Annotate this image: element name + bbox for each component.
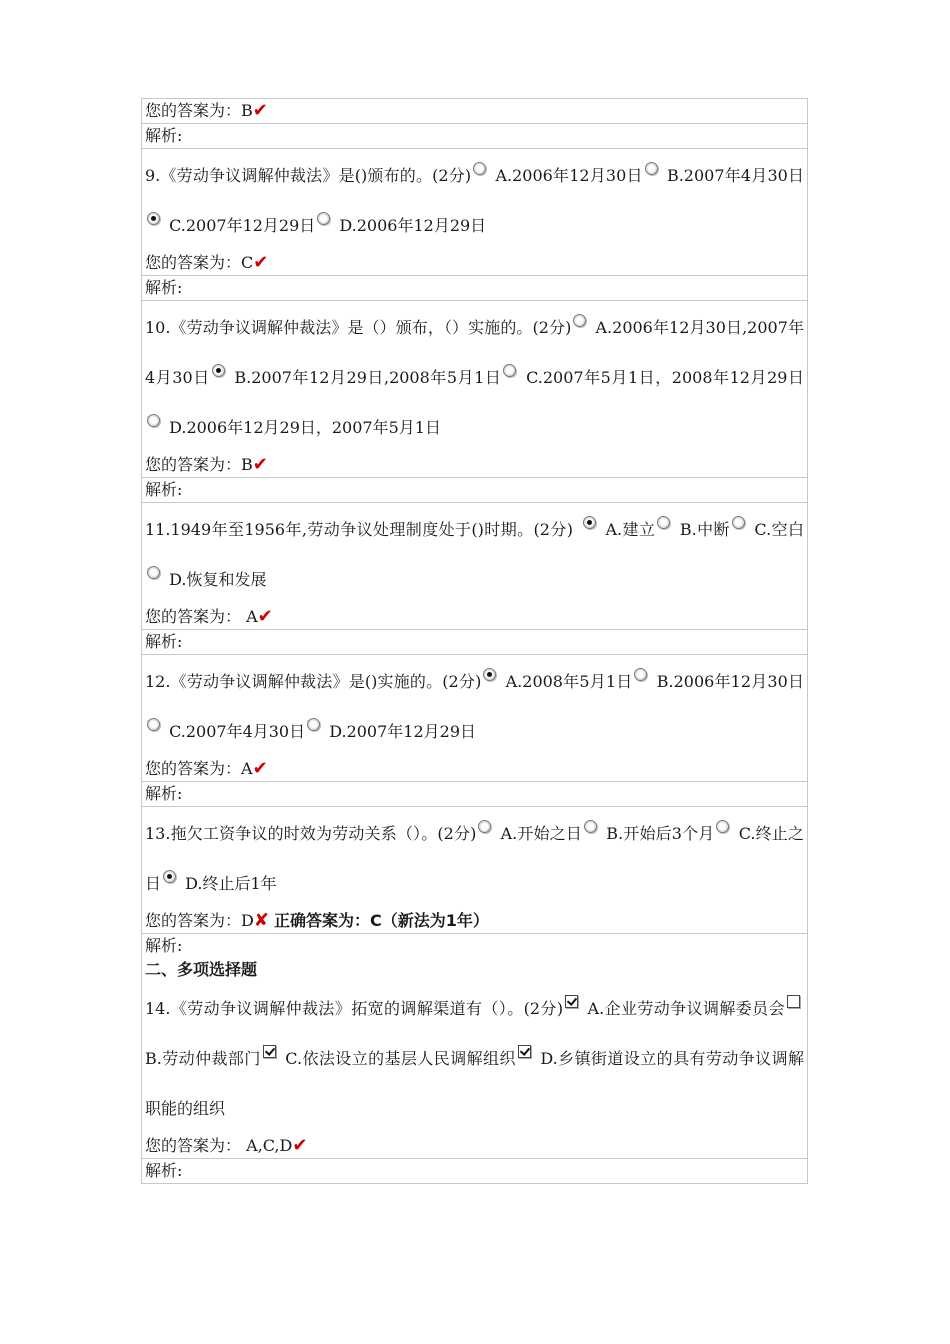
checkbox-option-c-checked[interactable] (263, 1045, 276, 1058)
option-d-label: D.2006年12月29日，2007年5月1日 (169, 418, 441, 437)
question-text: 12.《劳动争议调解仲裁法》是()实施的。(2分) (145, 672, 482, 691)
answer-label: 您的答案为： (145, 1136, 242, 1155)
option-c-label: C.依法设立的基层人民调解组织 (285, 1049, 516, 1068)
answer-label: 您的答案为： (145, 101, 242, 120)
analysis-label: 解析: (145, 126, 183, 145)
analysis-label: 解析: (145, 632, 183, 651)
question-text: 9.《劳动争议调解仲裁法》是()颁布的。(2分) (145, 166, 472, 185)
option-d-label: D.2006年12月29日 (339, 216, 487, 235)
radio-option-d[interactable] (307, 718, 320, 731)
question-11 (141, 502, 808, 629)
question-12 (141, 654, 808, 781)
answer-label: 您的答案为： (145, 455, 242, 474)
user-answer: A,C,D (246, 1136, 293, 1155)
question-text: 11.1949年至1956年,劳动争议处理制度处于()时期。(2分) (145, 520, 573, 539)
radio-option-d[interactable] (147, 566, 160, 579)
option-d-label: D.终止后1年 (185, 874, 277, 893)
option-d-label: D.乡镇街道设立的具有劳动争议调解职能的组织 (145, 1049, 804, 1118)
radio-option-c[interactable] (732, 516, 745, 529)
analysis-row (141, 275, 808, 300)
radio-option-d[interactable] (317, 212, 330, 225)
correct-answer-note: 正确答案为：C（新法为1年） (274, 911, 489, 930)
correct-check-icon: ✔ (292, 1135, 308, 1156)
question-9 (141, 148, 808, 275)
question-14 (141, 982, 808, 1158)
question-text: 14.《劳动争议调解仲裁法》拓宽的调解渠道有（）。(2分) (145, 999, 564, 1018)
answer-label: 您的答案为： (145, 607, 242, 626)
option-a-label: A.2008年5月1日 (505, 672, 633, 691)
radio-option-d-selected[interactable] (163, 870, 176, 883)
correct-check-icon: ✔ (252, 758, 268, 779)
analysis-row (141, 477, 808, 502)
analysis-row (141, 123, 808, 148)
option-c-label: C.2007年4月30日 (169, 722, 306, 741)
section-heading: 二、多项选择题 (145, 960, 258, 979)
radio-option-b-selected[interactable] (212, 364, 225, 377)
answer-label: 您的答案为： (145, 911, 242, 930)
analysis-label: 解析: (145, 480, 183, 499)
user-answer: A (246, 607, 258, 626)
radio-option-a[interactable] (473, 162, 486, 175)
correct-check-icon: ✔ (252, 454, 268, 475)
option-b-label: B.中断 (679, 520, 730, 539)
analysis-label: 解析: (145, 1161, 183, 1180)
correct-check-icon: ✔ (252, 100, 268, 121)
radio-option-a[interactable] (478, 820, 491, 833)
option-a-label: A.2006年12月30日 (495, 166, 643, 185)
checkbox-option-b[interactable] (787, 995, 800, 1008)
correct-check-icon: ✔ (253, 252, 269, 273)
checkbox-option-d-checked[interactable] (518, 1045, 531, 1058)
option-d-label: D.恢复和发展 (169, 570, 267, 589)
question-10 (141, 300, 808, 477)
radio-option-c[interactable] (503, 364, 516, 377)
option-b-label: B.2006年12月30日 (656, 672, 804, 691)
analysis-label: 解析: (145, 278, 183, 297)
analysis-label: 解析: (145, 936, 183, 955)
analysis-row (141, 1158, 808, 1184)
option-c-label: C.终止之日 (145, 824, 804, 893)
radio-option-c[interactable] (716, 820, 729, 833)
option-a-label: A.2006年12月30日,2007年4月30日 (145, 318, 804, 387)
option-a-label: A.建立 (605, 520, 656, 539)
option-c-label: C.2007年12月29日 (169, 216, 316, 235)
question-13 (141, 806, 808, 933)
analysis-row (141, 933, 808, 982)
option-a-label: A.开始之日 (500, 824, 583, 843)
option-b-label: B.2007年4月30日 (666, 166, 804, 185)
option-a-label: A.企业劳动争议调解委员会 (587, 999, 785, 1018)
analysis-label: 解析: (145, 784, 183, 803)
correct-check-icon: ✔ (257, 606, 273, 627)
checkbox-option-a-checked[interactable] (565, 995, 578, 1008)
option-b-label: B.劳动仲裁部门 (145, 1049, 261, 1068)
user-answer: C (241, 253, 254, 272)
question-text: 10.《劳动争议调解仲裁法》是（）颁布，（）实施的。(2分) (145, 318, 572, 337)
user-answer: B (241, 101, 253, 120)
user-answer: B (241, 455, 253, 474)
analysis-row (141, 629, 808, 654)
answer-row-q8 (141, 98, 808, 123)
radio-option-b[interactable] (657, 516, 670, 529)
answer-label: 您的答案为： (145, 759, 242, 778)
wrong-cross-icon: ✘ (253, 910, 269, 931)
option-d-label: D.2007年12月29日 (329, 722, 477, 741)
option-b-label: B.2007年12月29日,2008年5月1日 (234, 368, 502, 387)
option-c-label: C.2007年5月1日，2008年12月29日 (526, 368, 804, 387)
radio-option-a-selected[interactable] (483, 668, 496, 681)
answer-label: 您的答案为： (145, 253, 242, 272)
radio-option-a[interactable] (573, 314, 586, 327)
radio-option-b[interactable] (645, 162, 658, 175)
user-answer: D (241, 911, 254, 930)
radio-option-b[interactable] (634, 668, 647, 681)
quiz-results-table (141, 98, 808, 1184)
option-c-label: C.空白 (754, 520, 804, 539)
radio-option-d[interactable] (147, 414, 160, 427)
option-b-label: B.开始后3个月 (606, 824, 715, 843)
analysis-row (141, 781, 808, 806)
question-text: 13.拖欠工资争议的时效为劳动关系（）。(2分) (145, 824, 477, 843)
radio-option-b[interactable] (584, 820, 597, 833)
radio-option-c[interactable] (147, 718, 160, 731)
radio-option-c-selected[interactable] (147, 212, 160, 225)
radio-option-a-selected[interactable] (583, 516, 596, 529)
user-answer: A (241, 759, 253, 778)
